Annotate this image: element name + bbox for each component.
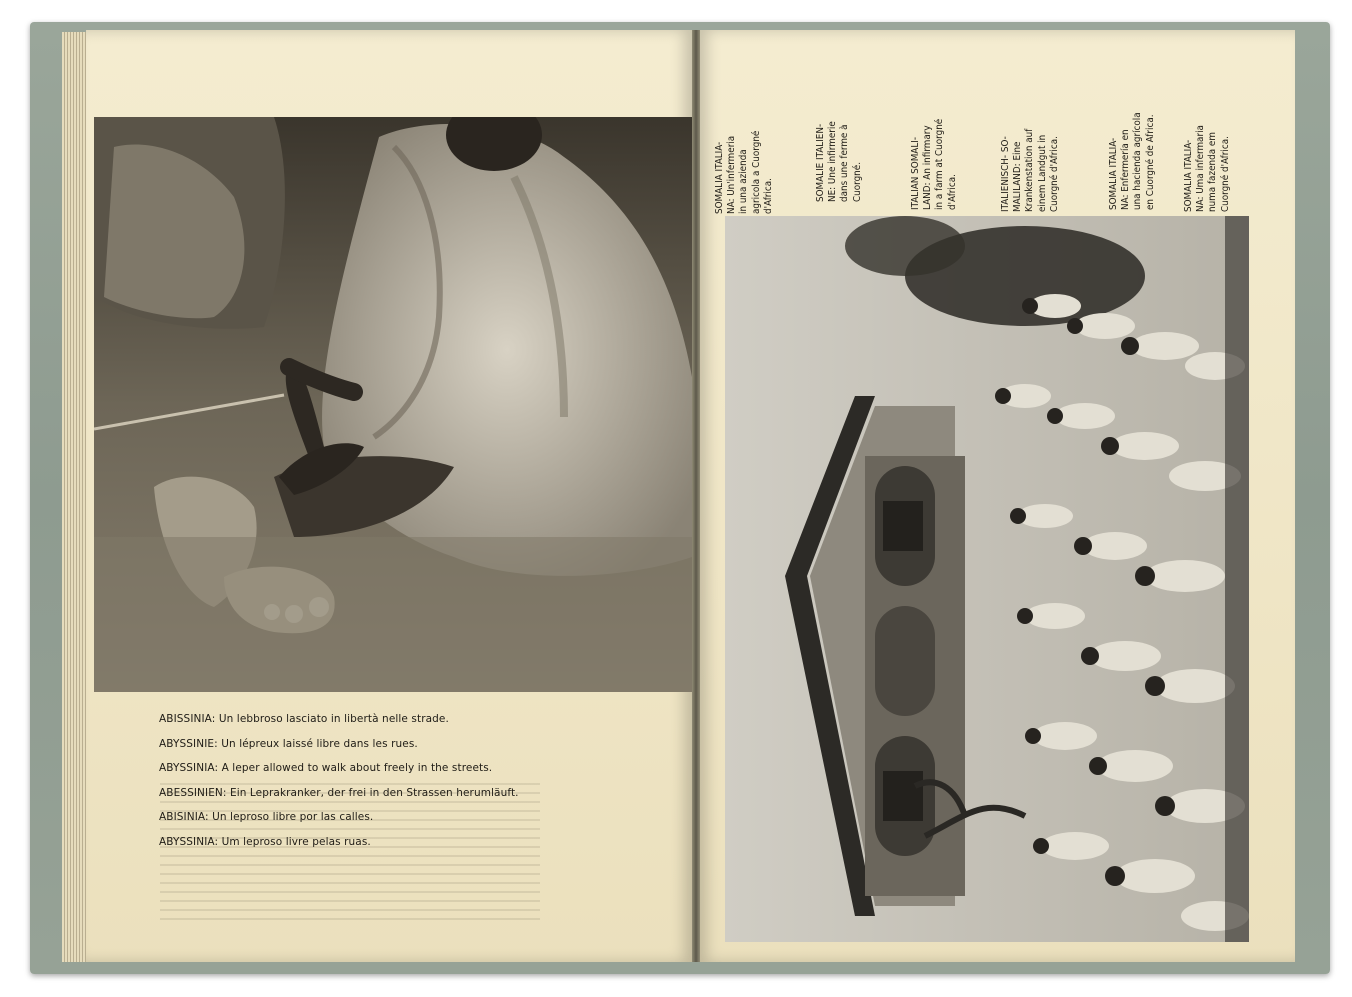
caption-spanish: ABISINIA: Un leproso libre por las calles. xyxy=(159,811,374,823)
caption-right-french: SOMALIE ITALIEN- NE: Une infirmerie dans une ferme à Cuorgné. xyxy=(815,121,863,202)
caption-right-italian: SOMALIA ITALIA- NA: Un'infermeria in una azienda agricola a Cuorgné d'Africa. xyxy=(714,130,774,214)
caption-french: ABYSSINIE: Un lépreux laissé libre dans les rues. xyxy=(159,737,418,750)
infirmary-photo xyxy=(725,216,1249,942)
bleed-through-text xyxy=(160,780,540,920)
caption-right-spanish: SOMALIA ITALIA- NA: Enfermería en una hacienda agrícola en Cuorgné de Africa. xyxy=(1108,112,1156,210)
caption-right-english: ITALIAN SOMALI- LAND: An infirmary in a farm at Cuorgné d'Africa. xyxy=(910,118,958,210)
caption-portuguese: ABYSSINIA: Um leproso livre pelas ruas. xyxy=(159,835,371,848)
caption-german: ABESSINIEN: Ein Leprakranker, der frei in den Strassen herumläuft. xyxy=(159,786,519,799)
caption-italian: ABISSINIA: Un lebbroso lasciato in libertà nelle strade. xyxy=(159,713,449,725)
book-gutter xyxy=(692,30,700,962)
caption-right-german: ITALIENISCH- SO- MALILAND: Eine Krankenstation auf einem Landgut in Cuorgné d'Africa. xyxy=(1000,128,1060,212)
leper-photo xyxy=(94,117,692,692)
caption-english: ABYSSINIA: A leper allowed to walk about freely in the streets. xyxy=(159,762,493,774)
caption-right-portuguese: SOMALIA ITALIA- NA: Uma infermaria numa fazenda em Cuorgné d'Africa. xyxy=(1183,125,1231,212)
